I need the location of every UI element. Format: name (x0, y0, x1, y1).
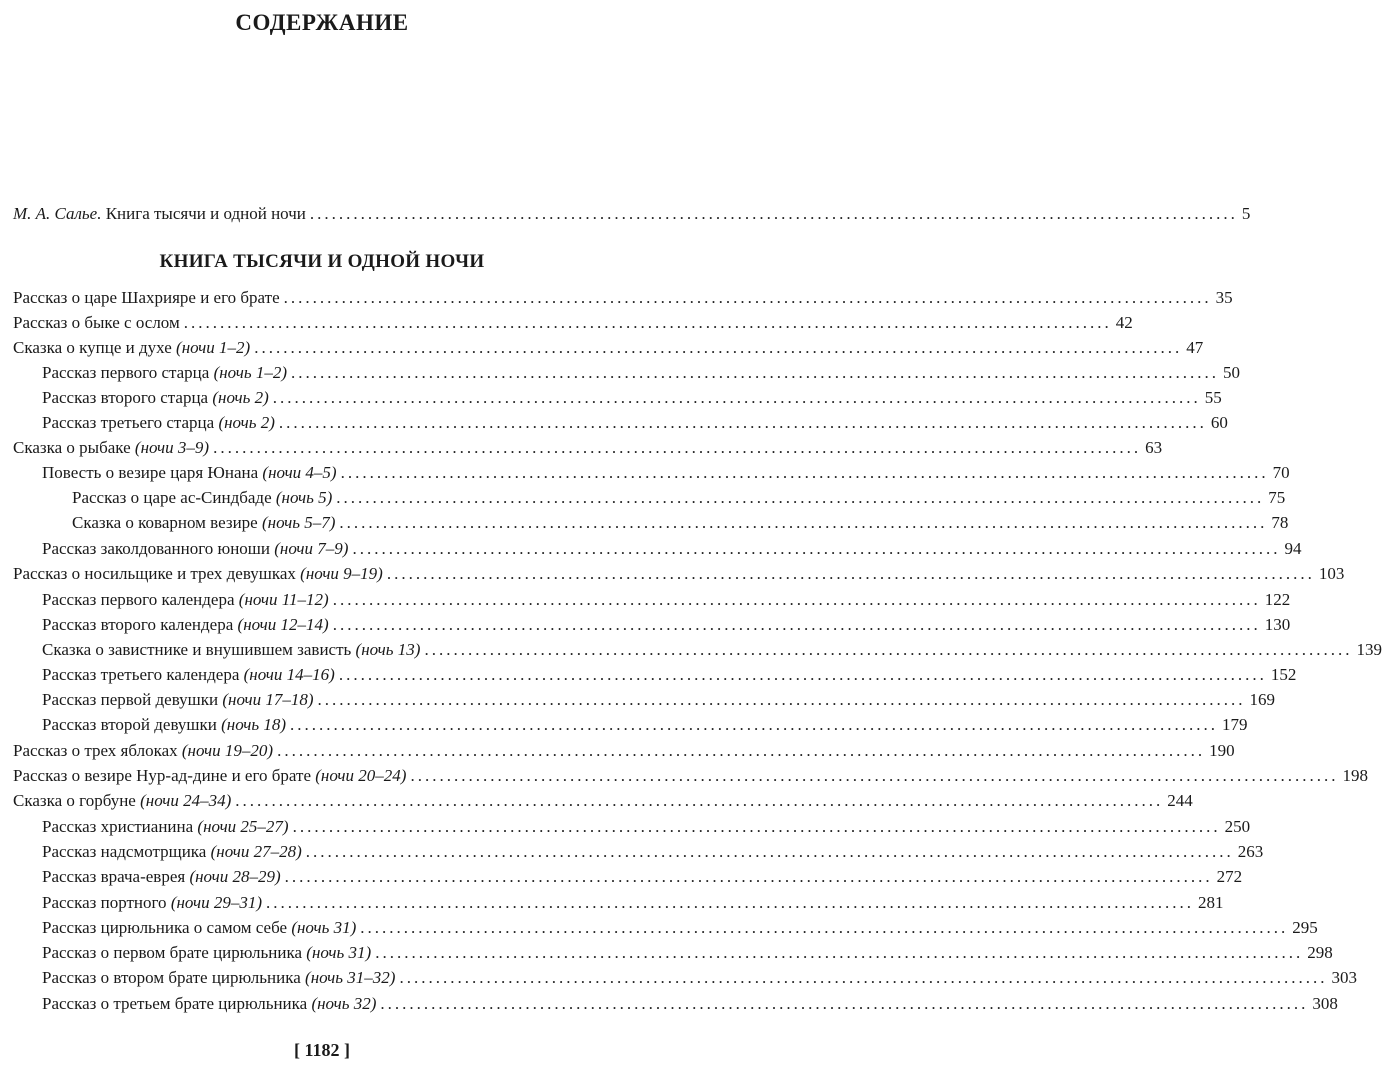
toc-entry[interactable] (0, 310, 1133, 335)
toc-entry-nights: (ночи 27–28) (210, 842, 302, 861)
dot-leader: ................................................................................................................................ (317, 690, 1246, 709)
toc-entry-title: Рассказ о носильщике и трех девушках (13, 564, 296, 583)
dot-leader: ................................................................................................................................ (183, 313, 1112, 332)
toc-entry-title: Рассказ надсмотрщика (42, 842, 207, 861)
dot-leader: ................................................................................................................................ (254, 338, 1183, 357)
toc-entry-nights: (ночи 24–34) (140, 791, 232, 810)
toc-entry-title: Сказка о завистнике и внушившем зависть (42, 640, 352, 659)
toc-entry-nights: (ночь 13) (355, 640, 421, 659)
dot-leader: ................................................................................................................................ (213, 438, 1142, 457)
toc-page-number: 50 (1223, 363, 1240, 382)
toc-page-number: 169 (1249, 690, 1276, 709)
toc-entry-title: Рассказ врача-еврея (42, 867, 186, 886)
toc-entry[interactable] (0, 510, 1289, 535)
toc-entry-title: Рассказ о царе ас-Синдбаде (72, 488, 272, 507)
toc-entry-title: Рассказ о везире Нур-ад-дине и его брате (13, 766, 311, 785)
toc-entry[interactable] (0, 738, 1235, 763)
dot-leader: ................................................................................................................................ (332, 615, 1261, 634)
toc-page-number: 295 (1292, 918, 1318, 937)
toc-page-number: 47 (1186, 338, 1204, 357)
toc-page-number: 244 (1167, 791, 1193, 810)
toc-entry-nights: (ночи 7–9) (274, 539, 349, 558)
toc-entry-nights: (ночи 25–27) (197, 817, 289, 836)
toc-entry-title: Сказка о коварном везире (72, 513, 258, 532)
toc-page-number: 281 (1198, 893, 1224, 912)
toc-entry[interactable] (0, 662, 1297, 687)
toc-entry-nights: (ночь 32) (311, 994, 377, 1013)
dot-leader: ................................................................................................................................ (386, 564, 1315, 583)
toc-page-number: 198 (1342, 766, 1368, 785)
toc-entry[interactable] (0, 360, 1240, 385)
dot-leader: ................................................................................................................................ (380, 994, 1309, 1013)
dot-leader: ................................................................................................................................ (360, 918, 1289, 937)
dot-leader: ................................................................................................................................ (290, 715, 1219, 734)
toc-entry[interactable] (0, 965, 1357, 990)
dot-leader: ................................................................................................................................ (291, 363, 1219, 382)
toc-entry[interactable] (0, 940, 1333, 965)
toc-entry-title: Сказка о купце и духе (13, 338, 172, 357)
toc-entry-title: Рассказ первого календера (42, 590, 235, 609)
toc-entry-nights: (ночь 18) (221, 715, 287, 734)
toc-entry[interactable] (0, 712, 1248, 737)
toc-page-number: 42 (1115, 313, 1133, 332)
toc-page-number: 70 (1272, 463, 1290, 482)
toc-page-number: 263 (1237, 842, 1264, 861)
toc-page-number: 272 (1216, 867, 1243, 886)
toc-entry-title: Рассказ о трех яблоках (13, 741, 178, 760)
toc-entry-title: Рассказ о третьем брате цирюльника (42, 994, 308, 1013)
toc-page-number: 139 (1356, 640, 1382, 659)
toc-entry-intro[interactable] (0, 201, 1251, 226)
toc-entry[interactable] (0, 915, 1318, 940)
dot-leader: ................................................................................................................................ (283, 288, 1212, 307)
toc-page-number: 103 (1318, 564, 1345, 583)
toc-page-number: 152 (1270, 665, 1297, 684)
toc-entry-nights: (ночи 29–31) (170, 893, 262, 912)
dot-leader: ................................................................................................................................ (332, 590, 1261, 609)
toc-entry-title: Рассказ первой девушки (42, 690, 219, 709)
toc-entry[interactable] (0, 410, 1228, 435)
toc-page-number: 190 (1209, 741, 1235, 760)
toc-page-number: 60 (1210, 413, 1228, 432)
dot-leader: ................................................................................................................................ (339, 513, 1268, 532)
toc-entry-nights: (ночи 19–20) (181, 741, 274, 760)
toc-entry[interactable] (0, 687, 1276, 712)
toc-entry[interactable] (0, 763, 1368, 788)
toc-entry-title: Рассказ третьего календера (42, 665, 240, 684)
toc-entry[interactable] (0, 612, 1291, 637)
toc-entry[interactable] (0, 637, 1382, 662)
toc-entry[interactable] (0, 385, 1222, 410)
toc-page-number: 55 (1204, 388, 1222, 407)
toc-entry-title: Рассказ о втором брате цирюльника (42, 968, 301, 987)
intro-author: М. А. Салье. (13, 204, 102, 223)
toc-entry-title: Рассказ о царе Шахрияре и его брате (13, 288, 280, 307)
toc-entry-nights: (ночи 11–12) (238, 590, 329, 609)
toc-entry-title: Повесть о везире царя Юнана (42, 463, 259, 482)
toc-page-number: 78 (1271, 513, 1289, 532)
toc-entry-nights: (ночи 3–9) (134, 438, 210, 457)
toc-entry[interactable] (0, 890, 1224, 915)
toc-page-number: 75 (1268, 488, 1286, 507)
toc-page-number: 298 (1307, 943, 1333, 962)
toc-entry[interactable] (0, 587, 1291, 612)
dot-leader: ................................................................................................................................ (309, 204, 1238, 223)
toc-entry-nights: (ночь 1–2) (213, 363, 287, 382)
section-heading: КНИГА ТЫСЯЧИ И ОДНОЙ НОЧИ (159, 251, 485, 272)
toc-entry[interactable] (0, 561, 1345, 586)
toc-entry-nights: (ночи 4–5) (262, 463, 337, 482)
dot-leader: ................................................................................................................................ (338, 665, 1267, 684)
toc-entry-nights: (ночь 31–32) (305, 968, 396, 987)
toc-entry-title: Рассказ цирюльника о самом себе (42, 918, 288, 937)
toc-entry-title: Рассказ портного (42, 893, 167, 912)
toc-entry-title: Рассказ заколдованного юноши (42, 539, 270, 558)
toc-entry[interactable] (0, 839, 1264, 864)
toc-entry-title: Рассказ второй девушки (42, 715, 217, 734)
toc-page-number: 35 (1215, 288, 1233, 307)
toc-entry-nights: (ночь 31) (306, 943, 372, 962)
dot-leader: ................................................................................................................................ (235, 791, 1164, 810)
dot-leader: ................................................................................................................................ (399, 968, 1328, 987)
dot-leader: ................................................................................................................................ (375, 943, 1304, 962)
toc-entry-title: Рассказ о первом брате цирюльника (42, 943, 303, 962)
dot-leader: ................................................................................................................................ (266, 893, 1194, 912)
toc-entry-nights: (ночи 17–18) (222, 690, 314, 709)
dot-leader: ................................................................................................................................ (424, 640, 1353, 659)
dot-leader: ................................................................................................................................ (340, 463, 1269, 482)
toc-entry-title: Сказка о рыбаке (13, 438, 131, 457)
toc-entry-title: Рассказ христианина (42, 817, 194, 836)
toc-entry-title: Сказка о горбуне (13, 791, 136, 810)
toc-page-number: 179 (1222, 715, 1248, 734)
toc-page-number: 5 (1241, 204, 1251, 223)
toc-page-number: 250 (1224, 817, 1251, 836)
toc-entry-nights: (ночь 2) (212, 388, 269, 407)
page-title: СОДЕРЖАНИЕ (235, 10, 409, 35)
toc-entry[interactable] (0, 814, 1251, 839)
toc-entry-nights: (ночь 2) (218, 413, 275, 432)
toc-entry-nights: (ночь 5) (275, 488, 333, 507)
toc-entry[interactable] (0, 460, 1290, 485)
toc-entry[interactable] (0, 536, 1302, 561)
toc-entry[interactable] (0, 864, 1243, 889)
toc-entry-title: Рассказ третьего старца (42, 413, 215, 432)
dot-leader: ................................................................................................................................ (272, 388, 1201, 407)
toc-entry-title: Рассказ второго календера (42, 615, 234, 634)
dot-leader: ................................................................................................................................ (352, 539, 1281, 558)
toc-entry[interactable] (0, 435, 1163, 460)
dot-leader: ................................................................................................................................ (336, 488, 1265, 507)
dot-leader: ................................................................................................................................ (277, 741, 1206, 760)
dot-leader: ................................................................................................................................ (292, 817, 1221, 836)
page-number-footer: [ 1182 ] (294, 1040, 350, 1060)
toc-page-number: 130 (1264, 615, 1291, 634)
dot-leader: ................................................................................................................................ (278, 413, 1207, 432)
toc-entry[interactable] (0, 285, 1233, 310)
toc-page-number: 122 (1264, 590, 1291, 609)
toc-entry[interactable] (0, 485, 1286, 510)
dot-leader: ................................................................................................................................ (305, 842, 1234, 861)
dot-leader: ................................................................................................................................ (284, 867, 1213, 886)
toc-page-number: 308 (1312, 994, 1338, 1013)
intro-title: Книга тысячи и одной ночи (105, 204, 306, 223)
toc-entry-title: Рассказ второго старца (42, 388, 209, 407)
toc-entry[interactable] (0, 991, 1338, 1016)
toc-entry-nights: (ночь 5–7) (261, 513, 336, 532)
toc-entry-title: Рассказ о быке с ослом (13, 313, 180, 332)
toc-page-number: 63 (1145, 438, 1163, 457)
toc-entry-nights: (ночи 14–16) (243, 665, 335, 684)
toc-entry-nights: (ночи 20–24) (315, 766, 407, 785)
toc-page-number: 94 (1284, 539, 1302, 558)
toc-entry-nights: (ночи 28–29) (189, 867, 281, 886)
toc-entry-nights: (ночи 12–14) (237, 615, 329, 634)
toc-entry[interactable] (0, 788, 1193, 813)
toc-entry-nights: (ночи 1–2) (176, 338, 251, 357)
toc-entry-title: Рассказ первого старца (42, 363, 210, 382)
toc-entry[interactable] (0, 335, 1204, 360)
toc-entry-nights: (ночи 9–19) (300, 564, 383, 583)
toc-entry-nights: (ночь 31) (291, 918, 357, 937)
toc-page-number: 303 (1331, 968, 1357, 987)
dot-leader: ................................................................................................................................ (410, 766, 1339, 785)
